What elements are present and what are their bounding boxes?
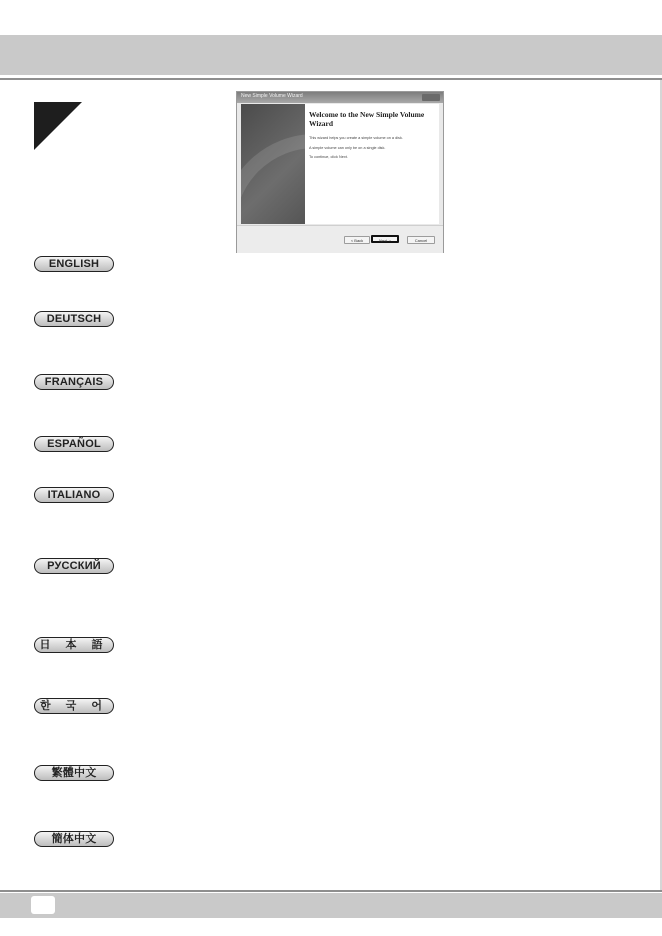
wizard-text-line: This wizard helps you create a simple volume on a disk. [309,136,403,140]
language-badge-espanol: ESPAÑOL [34,436,114,452]
wizard-screenshot [236,91,444,253]
language-badge-korean: 한 국 어 [34,698,114,714]
cancel-button[interactable]: Cancel [407,236,435,244]
language-badge-simplified-chinese: 簡体中文 [34,831,114,847]
wizard-window-title: New Simple Volume Wizard [241,93,303,99]
wizard-text-line: A simple volume can only be on a single disk. [309,146,386,150]
next-button[interactable]: Next > [371,235,399,243]
footer-band [0,893,662,918]
wizard-titlebar [237,92,443,103]
wizard-content [305,104,439,224]
language-badge-deutsch: DEUTSCH [34,311,114,327]
language-badge-italiano: ITALIANO [34,487,114,503]
wizard-text-line: To continue, click Next. [309,155,348,159]
wizard-heading: Welcome to the New Simple Volume Wizard [309,110,425,128]
back-button[interactable]: < Back [344,236,370,244]
section-marker-triangle-icon [34,102,82,150]
footer-divider [0,890,662,892]
language-badge-japanese: 日 本 語 [34,637,114,653]
page-number-box [31,896,55,914]
window-controls-icon [422,94,440,101]
wizard-side-graphic [241,104,305,224]
language-badge-russian: РУССКИЙ [34,558,114,574]
language-badge-english: ENGLISH [34,256,114,272]
header-divider [0,78,662,80]
language-badge-francais: FRANÇAIS [34,374,114,390]
language-badge-traditional-chinese: 繁體中文 [34,765,114,781]
header-band [0,35,662,75]
